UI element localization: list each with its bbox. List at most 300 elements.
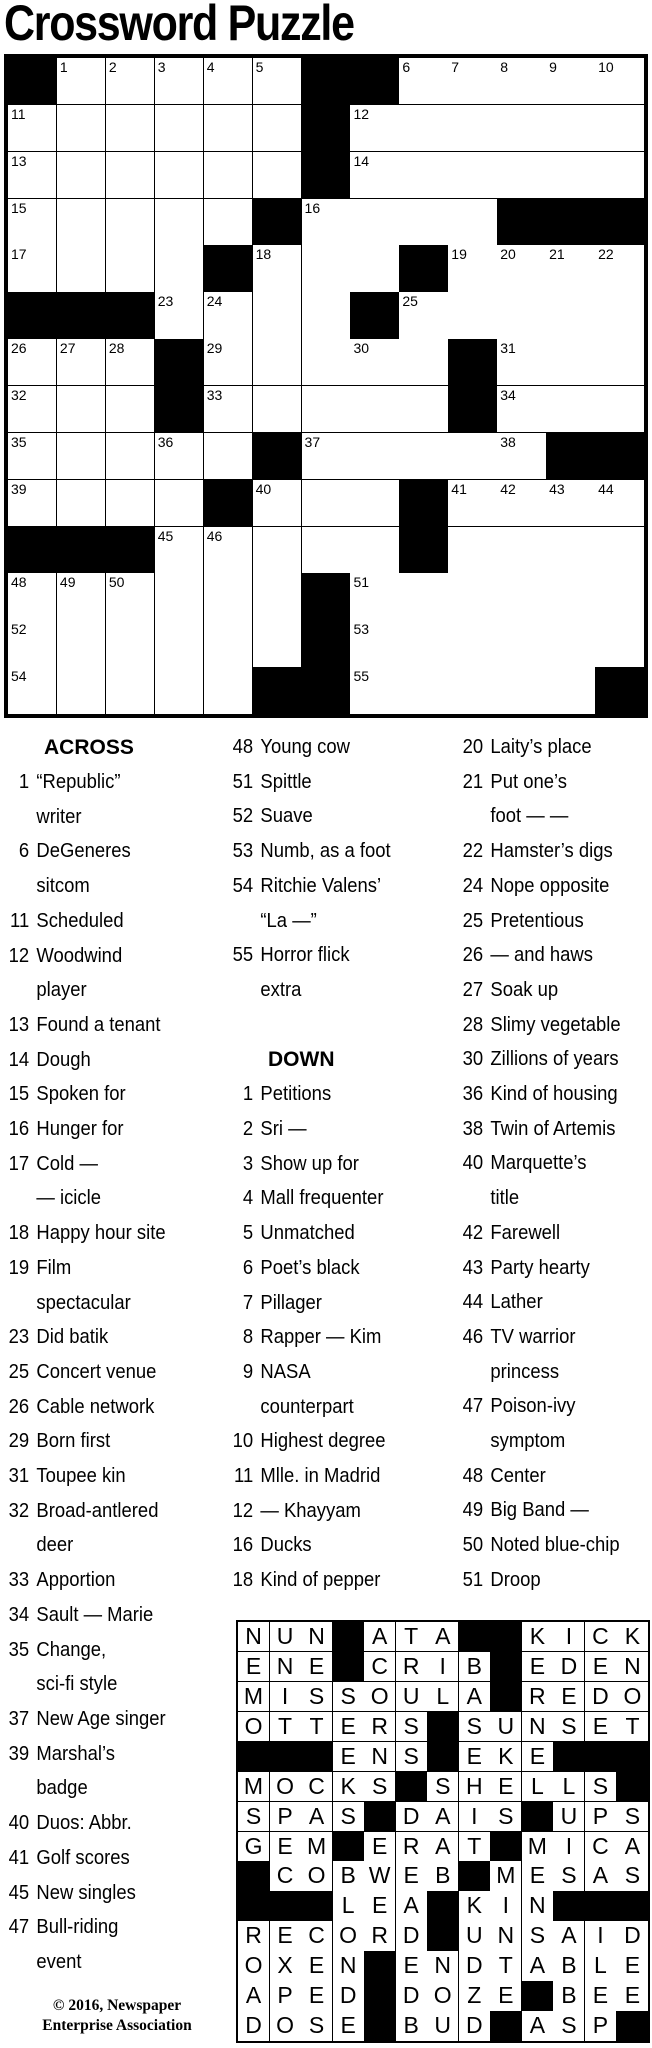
solution-letter: P [270, 1802, 302, 1832]
solution-letter: U [490, 1712, 522, 1742]
grid-block [546, 433, 595, 480]
clue-text: Poison-ivy [490, 1394, 576, 1418]
solution-letter: B [459, 1652, 491, 1682]
clue-number: 9 [549, 59, 557, 75]
solution-letter: C [301, 1772, 333, 1802]
clue-number: 38 [500, 433, 516, 450]
grid-square[interactable] [57, 339, 106, 386]
clue [458, 1389, 652, 1458]
clue-number: 32 [11, 387, 27, 403]
clue-number-label: 6 [18, 839, 30, 863]
clue-text: Mlle. in Madrid [260, 1464, 381, 1488]
clue-number-label: 14 [8, 1047, 30, 1071]
grid-square[interactable] [350, 245, 399, 292]
grid-square[interactable] [595, 620, 644, 667]
clue-text: counterpart [260, 1394, 354, 1418]
grid-square[interactable] [204, 573, 253, 620]
grid-square[interactable] [155, 152, 204, 199]
grid-square[interactable] [399, 620, 448, 667]
grid-square[interactable] [155, 667, 204, 714]
solution-block [616, 1772, 648, 1802]
clue [458, 834, 652, 869]
clue-number-label: 40 [8, 1811, 30, 1835]
solution-block [364, 2011, 396, 2041]
clue [4, 1876, 202, 1911]
solution-letter: U [396, 1682, 428, 1712]
grid-square[interactable] [350, 573, 399, 620]
solution-letter: E [396, 1861, 428, 1891]
grid-square[interactable] [350, 199, 399, 246]
clue [4, 1390, 202, 1425]
grid-square[interactable] [204, 199, 253, 246]
clue-number: 8 [500, 59, 509, 75]
clue [228, 1181, 426, 1216]
solution-block [459, 1861, 491, 1891]
clue [228, 799, 426, 834]
grid-block [302, 620, 351, 667]
grid-square[interactable] [448, 527, 497, 574]
grid-square[interactable] [8, 339, 57, 386]
grid-square[interactable] [106, 480, 155, 527]
grid-square[interactable] [497, 339, 546, 386]
grid-square[interactable] [155, 480, 204, 527]
clue-number: 50 [108, 574, 125, 591]
grid-square[interactable] [448, 105, 497, 152]
clue-text: Sri — [260, 1117, 307, 1141]
solution-letter: D [459, 1951, 491, 1981]
grid-square[interactable] [497, 620, 546, 667]
grid-square[interactable] [399, 386, 448, 433]
grid-square[interactable] [57, 573, 106, 620]
clue-number-label: 7 [242, 1290, 254, 1314]
clue-text: Golf scores [36, 1845, 130, 1869]
grid-square[interactable] [253, 292, 302, 339]
grid-square[interactable] [8, 667, 57, 714]
grid-square[interactable] [253, 152, 302, 199]
clue-text: Sault — Marie [36, 1602, 154, 1626]
grid-square[interactable] [204, 339, 253, 386]
clue-text: Born first [36, 1429, 111, 1453]
grid-square[interactable] [546, 292, 595, 339]
clue [458, 765, 652, 834]
grid-square[interactable] [253, 339, 302, 386]
grid-square[interactable] [595, 105, 644, 152]
solution-block [427, 1742, 459, 1772]
grid-square[interactable] [253, 386, 302, 433]
grid-square[interactable] [155, 433, 204, 480]
grid-square[interactable] [8, 480, 57, 527]
grid-square[interactable] [302, 527, 351, 574]
clue [228, 1216, 426, 1251]
solution-block [616, 2011, 648, 2041]
clue-text: Pretentious [490, 908, 584, 932]
solution-letter: M [522, 1832, 554, 1862]
grid-square[interactable] [57, 105, 106, 152]
grid-square[interactable] [399, 573, 448, 620]
grid-square[interactable] [350, 527, 399, 574]
solution-letter: O [301, 1861, 333, 1891]
grid-square[interactable] [302, 433, 351, 480]
grid-square[interactable] [448, 245, 497, 292]
grid-square[interactable] [57, 245, 106, 292]
grid-block [204, 480, 253, 527]
solution-letter: S [553, 1861, 585, 1891]
solution-letter: N [270, 1652, 302, 1682]
grid-square[interactable] [497, 105, 546, 152]
grid-square[interactable] [57, 152, 106, 199]
clue [4, 1355, 202, 1390]
solution-letter: E [585, 1712, 617, 1742]
clue-number-label: 9 [242, 1359, 254, 1383]
grid-square[interactable] [497, 433, 546, 480]
clue-number-label: 23 [8, 1325, 30, 1349]
clue-number: 21 [549, 246, 565, 263]
grid-square[interactable] [253, 245, 302, 292]
solution-letter: R [238, 1921, 270, 1951]
grid-block [302, 573, 351, 620]
grid-square[interactable] [448, 152, 497, 199]
grid-block [399, 527, 448, 574]
grid-block [595, 433, 644, 480]
clue-text: sci-fi style [36, 1672, 118, 1696]
grid-square[interactable] [546, 105, 595, 152]
solution-letter: T [490, 1951, 522, 1981]
solution-block [270, 1742, 302, 1772]
grid-square[interactable] [106, 433, 155, 480]
grid-square[interactable] [204, 152, 253, 199]
grid-square[interactable] [204, 527, 253, 574]
grid-square[interactable] [204, 620, 253, 667]
clue-number-label: 48 [232, 735, 254, 758]
clue-text: Toupee kin [36, 1464, 126, 1488]
clue [458, 1112, 652, 1147]
grid-square[interactable] [8, 433, 57, 480]
grid-square[interactable] [106, 386, 155, 433]
clue-text: Happy hour site [36, 1221, 166, 1245]
grid-square[interactable] [155, 58, 204, 105]
grid-square[interactable] [204, 105, 253, 152]
grid-square[interactable] [106, 339, 155, 386]
grid-square[interactable] [350, 620, 399, 667]
grid-square[interactable] [106, 573, 155, 620]
clue-number: 39 [11, 480, 27, 497]
grid-square[interactable] [399, 199, 448, 246]
grid-square[interactable] [302, 386, 351, 433]
clue-number: 26 [11, 340, 27, 357]
grid-block [497, 199, 546, 246]
solution-letter: E [490, 1772, 522, 1802]
grid-square[interactable] [204, 58, 253, 105]
solution-block [490, 2011, 522, 2041]
grid-square[interactable] [57, 433, 106, 480]
grid-square[interactable] [106, 105, 155, 152]
grid-square[interactable] [106, 199, 155, 246]
solution-letter: T [616, 1712, 648, 1742]
clue-number: 25 [402, 293, 418, 310]
grid-square[interactable] [595, 386, 644, 433]
clue-text: Concert venue [36, 1359, 157, 1383]
clue-text: Woodwind [36, 943, 123, 967]
grid-square[interactable] [8, 105, 57, 152]
grid-square[interactable] [399, 58, 448, 105]
clue-text: Film [36, 1255, 72, 1279]
grid-square[interactable] [399, 105, 448, 152]
grid-square[interactable] [155, 527, 204, 574]
grid-square[interactable] [350, 433, 399, 480]
grid-square[interactable] [546, 667, 595, 714]
grid-square[interactable] [106, 245, 155, 292]
grid-square[interactable] [497, 386, 546, 433]
grid-square[interactable] [106, 667, 155, 714]
grid-square[interactable] [350, 480, 399, 527]
clue-number-label: 44 [462, 1290, 484, 1314]
clue-text: Did batik [36, 1325, 109, 1349]
grid-square[interactable] [448, 667, 497, 714]
grid-square[interactable] [350, 105, 399, 152]
grid-square[interactable] [595, 480, 644, 527]
clue-text: Laity’s place [490, 735, 592, 758]
grid-square[interactable] [497, 480, 546, 527]
solution-letter: L [553, 1772, 585, 1802]
clue [4, 1424, 202, 1459]
grid-square[interactable] [106, 620, 155, 667]
clue-text: Soak up [490, 977, 559, 1001]
solution-block [490, 1622, 522, 1652]
grid-square[interactable] [448, 620, 497, 667]
grid-square[interactable] [57, 480, 106, 527]
clue [4, 1147, 202, 1216]
clue [4, 1251, 202, 1320]
clue-number-label: 20 [462, 735, 484, 758]
solution-block [333, 1622, 365, 1652]
grid-square[interactable] [253, 105, 302, 152]
grid-square[interactable] [302, 339, 351, 386]
clue-number-label: 40 [462, 1151, 484, 1175]
solution-block [427, 1891, 459, 1921]
grid-square[interactable] [253, 480, 302, 527]
grid-square[interactable] [448, 292, 497, 339]
solution-letter: P [585, 1802, 617, 1832]
grid-block [253, 433, 302, 480]
solution-letter: S [301, 2011, 333, 2041]
clue-number-label: 6 [242, 1255, 254, 1279]
grid-square[interactable] [448, 573, 497, 620]
grid-square[interactable] [595, 339, 644, 386]
grid-block [57, 292, 106, 339]
grid-square[interactable] [204, 292, 253, 339]
grid-block [399, 245, 448, 292]
grid-block [155, 339, 204, 386]
clue-number: 22 [598, 246, 614, 263]
grid-square[interactable] [497, 58, 546, 105]
crossword-grid[interactable] [4, 54, 648, 718]
clue-number: 47 [402, 527, 418, 544]
solution-letter: T [270, 1712, 302, 1742]
grid-square[interactable] [302, 245, 351, 292]
clue [4, 1633, 202, 1702]
solution-letter: O [238, 1712, 270, 1742]
clue [4, 1216, 202, 1251]
grid-square[interactable] [497, 573, 546, 620]
grid-square[interactable] [546, 386, 595, 433]
solution-letter: O [238, 1951, 270, 1981]
grid-square[interactable] [155, 620, 204, 667]
grid-square[interactable] [448, 480, 497, 527]
grid-square[interactable] [350, 152, 399, 199]
spacer [228, 1008, 448, 1043]
clue-number: 53 [353, 621, 370, 638]
grid-square[interactable] [8, 386, 57, 433]
grid-square[interactable] [546, 152, 595, 199]
grid-square[interactable] [595, 245, 644, 292]
clue-text: Pillager [260, 1290, 322, 1314]
grid-square[interactable] [8, 199, 57, 246]
grid-square[interactable] [253, 573, 302, 620]
solution-letter: E [270, 1832, 302, 1862]
grid-square[interactable] [57, 620, 106, 667]
clue-number-label: 53 [232, 839, 254, 863]
clue-number-label: 27 [462, 977, 484, 1001]
clue-number: 51 [353, 574, 370, 591]
grid-square[interactable] [546, 573, 595, 620]
clue-number-label: 38 [462, 1116, 484, 1140]
grid-square[interactable] [106, 58, 155, 105]
clue [4, 1598, 202, 1633]
clue-number: 14 [353, 152, 370, 169]
grid-square[interactable] [399, 339, 448, 386]
clue [458, 1042, 652, 1077]
solution-letter: S [553, 2011, 585, 2041]
clue-text: Zillions of years [490, 1047, 619, 1071]
grid-block [8, 292, 57, 339]
clue-number-label: 42 [462, 1220, 484, 1244]
clue [4, 1008, 202, 1043]
grid-square[interactable] [8, 620, 57, 667]
grid-square[interactable] [497, 292, 546, 339]
page-title: Crossword Puzzle [4, 0, 354, 51]
grid-square[interactable] [204, 667, 253, 714]
grid-square[interactable] [57, 58, 106, 105]
clue-text: Young cow [260, 735, 351, 758]
clue-number-label: 25 [8, 1359, 30, 1383]
clue [4, 1841, 202, 1876]
clue-number-label: 12 [8, 943, 30, 967]
solution-letter: U [427, 2011, 459, 2041]
grid-square[interactable] [302, 480, 351, 527]
clue-number: 23 [157, 293, 174, 310]
grid-square[interactable] [253, 58, 302, 105]
clue [4, 1737, 202, 1806]
grid-square[interactable] [546, 58, 595, 105]
grid-square[interactable] [497, 152, 546, 199]
clue-text: Marshal’s [36, 1741, 116, 1765]
grid-square[interactable] [106, 152, 155, 199]
clue-number-label: 24 [462, 873, 484, 897]
grid-square[interactable] [155, 105, 204, 152]
grid-square[interactable] [399, 152, 448, 199]
grid-square[interactable] [253, 620, 302, 667]
solution-letter: E [301, 1981, 333, 2011]
clue-text: Center [490, 1463, 546, 1487]
grid-square[interactable] [8, 573, 57, 620]
grid-square[interactable] [155, 292, 204, 339]
grid-square[interactable] [399, 667, 448, 714]
grid-square[interactable] [350, 339, 399, 386]
grid-square[interactable] [302, 199, 351, 246]
solution-letter: S [427, 1772, 459, 1802]
grid-square[interactable] [399, 433, 448, 480]
clue [228, 730, 426, 765]
grid-square[interactable] [57, 199, 106, 246]
grid-square[interactable] [448, 433, 497, 480]
grid-square[interactable] [155, 573, 204, 620]
clue-text: Put one’s [490, 769, 567, 793]
grid-square[interactable] [546, 339, 595, 386]
clue-text: Lather [490, 1290, 543, 1314]
grid-square[interactable] [546, 527, 595, 574]
clue [458, 1563, 652, 1598]
solution-letter: S [553, 1712, 585, 1742]
grid-square[interactable] [546, 245, 595, 292]
grid-square[interactable] [350, 667, 399, 714]
grid-square[interactable] [546, 480, 595, 527]
solution-block [522, 1802, 554, 1832]
grid-square[interactable] [448, 199, 497, 246]
clue-text: player [36, 978, 87, 1002]
grid-square[interactable] [253, 527, 302, 574]
grid-square[interactable] [155, 199, 204, 246]
clue [458, 1320, 652, 1389]
solution-letter: S [459, 1712, 491, 1742]
grid-square[interactable] [57, 667, 106, 714]
clue-number-label: 8 [242, 1325, 254, 1349]
grid-square[interactable] [399, 292, 448, 339]
grid-square[interactable] [595, 58, 644, 105]
solution-letter: A [364, 1622, 396, 1652]
solution-letter: N [522, 1712, 554, 1742]
clue-text: title [490, 1186, 520, 1210]
solution-block [427, 1921, 459, 1951]
grid-square[interactable] [497, 667, 546, 714]
grid-square[interactable] [350, 386, 399, 433]
clue-text: Dough [36, 1047, 91, 1071]
clue-number: 12 [353, 105, 370, 122]
grid-square[interactable] [302, 292, 351, 339]
grid-square[interactable] [448, 58, 497, 105]
clue-text: Ritchie Valens’ [260, 873, 382, 897]
solution-letter: R [364, 1921, 396, 1951]
grid-square[interactable] [204, 433, 253, 480]
grid-square[interactable] [546, 620, 595, 667]
grid-square[interactable] [595, 527, 644, 574]
solution-letter: S [301, 1682, 333, 1712]
grid-square[interactable] [595, 152, 644, 199]
clue-number-label: 50 [462, 1533, 484, 1557]
clue-number-label: 43 [462, 1255, 484, 1279]
grid-square[interactable] [595, 573, 644, 620]
grid-square[interactable] [595, 292, 644, 339]
grid-square[interactable] [8, 152, 57, 199]
grid-square[interactable] [57, 386, 106, 433]
clue [4, 834, 202, 903]
grid-square[interactable] [204, 386, 253, 433]
grid-square[interactable] [497, 527, 546, 574]
grid-block [595, 667, 644, 714]
clue [4, 1494, 202, 1563]
grid-square[interactable] [8, 245, 57, 292]
grid-square[interactable] [155, 245, 204, 292]
grid-square[interactable] [497, 245, 546, 292]
